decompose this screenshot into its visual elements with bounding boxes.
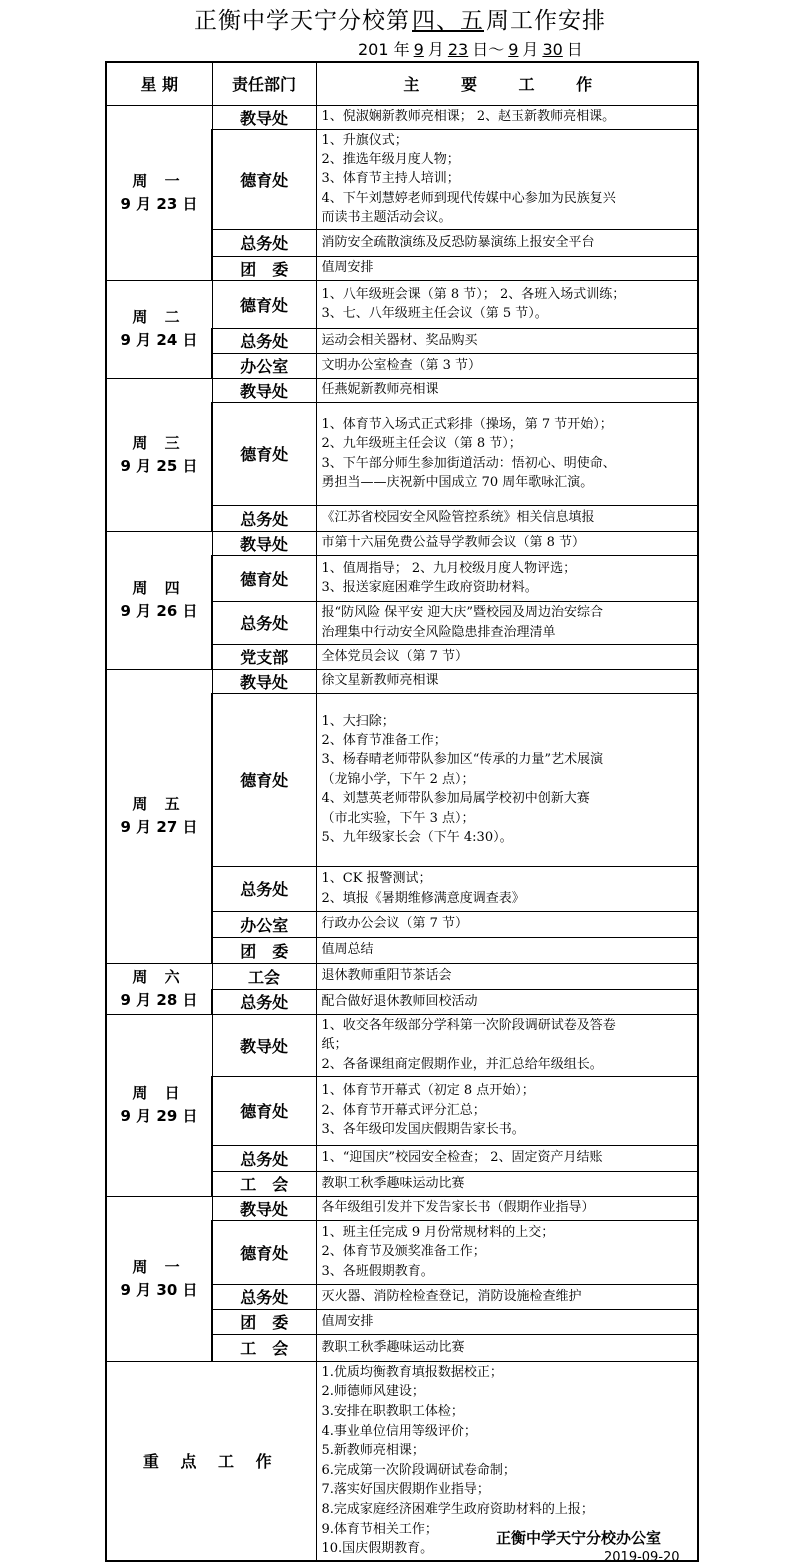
day-cell [106,378,212,531]
schedule-row [106,669,698,693]
work-cell [316,866,698,911]
work-cell [316,1196,698,1220]
header-row [106,62,698,105]
page-title [0,2,800,35]
work-line: 3、各班假期教育。 [321,1263,434,1279]
work-line: 纸； [321,1037,348,1053]
work-cell [316,105,698,129]
schedule-row [106,531,698,555]
key-work-item: 4.事业单位信用等级评价； [321,1423,477,1439]
day-name: 周 一 [132,1257,186,1276]
header-day: 星 期 [106,62,212,105]
date-start-month: 9 [413,40,424,59]
date-year-unit: 年 [393,40,410,59]
dept-cell: 团 委 [212,937,316,963]
work-cell [316,378,698,402]
date-year: 201 [358,40,389,59]
day-cell [106,280,212,378]
dept-cell: 德育处 [212,1076,316,1145]
work-cell [316,1014,698,1076]
day-date: 9 月 25 日 [120,456,198,475]
work-cell [316,1171,698,1196]
work-line: 5、九年级家长会（下午 4:30）。 [321,830,513,846]
dept-cell: 教导处 [212,669,316,693]
day-name: 周 日 [132,1084,186,1103]
key-work-item: 5.新教师亮相课； [321,1443,425,1459]
work-cell [316,1145,698,1171]
work-line: 值周安排 [321,1313,374,1329]
day-cell [106,531,212,669]
work-line: 退休教师重阳节茶话会 [321,968,452,984]
schedule-row [106,1014,698,1076]
work-line: 灭火器、消防栓检查登记，消防设施检查维护 [321,1288,582,1304]
date-end-day: 30 [542,40,563,59]
schedule-row [106,105,698,129]
footer-office: 正衡中学天宁分校办公室 [496,1529,662,1547]
work-line: 2、体育节及颁奖准备工作； [321,1244,486,1260]
work-line: 2、各备课组商定假期作业，并汇总给年级组长。 [321,1056,603,1072]
work-line: 1、班主任完成 9 月份常规材料的上交； [321,1224,555,1240]
work-cell [316,1309,698,1334]
dept-cell: 党支部 [212,644,316,669]
day-name: 周 二 [132,308,186,327]
day-date: 9 月 26 日 [120,602,198,621]
date-month-unit: 月 [427,40,444,59]
dept-cell: 教导处 [212,531,316,555]
work-cell [316,402,698,505]
dept-cell: 办公室 [212,911,316,937]
work-line: 2、填报《暑期维修满意度调查表》 [321,890,525,906]
work-cell [316,963,698,989]
work-cell [316,601,698,644]
work-line: 3、下午部分师生参加街道活动：悟初心、明使命、 [321,455,616,471]
work-line: 1、升旗仪式； [321,132,408,148]
day-cell [106,1014,212,1196]
date-month-unit-2: 月 [522,40,539,59]
work-line: 2、九年级班主任会议（第 8 节）； [321,436,522,452]
day-name: 周 四 [132,579,186,598]
work-cell [316,989,698,1014]
dept-cell: 工 会 [212,1171,316,1196]
work-cell [316,328,698,353]
work-cell [316,1220,698,1284]
date-end-unit: 日 [566,40,583,59]
work-line: 运动会相关器材、奖品购买 [321,332,478,348]
work-line: （市北实验，下午 3 点）； [321,810,475,826]
day-name: 周 五 [132,795,186,814]
dept-cell: 总务处 [212,505,316,531]
schedule-row [106,1196,698,1220]
work-cell [316,229,698,256]
key-work-item: 1.优质均衡教育填报数据校正； [321,1364,503,1380]
work-line: 3、各年级印发国庆假期告家长书。 [321,1122,525,1138]
day-cell [106,105,212,280]
work-line: 4、刘慧英老师带队参加局属学校初中创新大赛 [321,791,590,807]
work-line: 2、体育节开幕式评分汇总； [321,1102,486,1118]
dept-cell: 教导处 [212,1014,316,1076]
work-cell [316,555,698,601]
day-date: 9 月 28 日 [120,990,198,1009]
dept-cell: 教导处 [212,1196,316,1220]
dept-cell: 总务处 [212,229,316,256]
work-line: （龙锦小学，下午 2 点）； [321,771,475,787]
date-end-month: 9 [508,40,519,59]
work-line: 配合做好退休教师回校活动 [321,993,478,1009]
dept-cell: 团 委 [212,1309,316,1334]
work-line: 1、大扫除； [321,713,395,729]
footer-date: 2019-09-20 [604,1550,680,1565]
dept-cell: 德育处 [212,129,316,229]
work-line: 4、下午刘慧婷老师到现代传媒中心参加为民族复兴 [321,190,616,206]
dept-cell: 德育处 [212,280,316,328]
dept-cell: 总务处 [212,1145,316,1171]
header-dept: 责任部门 [212,62,316,105]
work-line: 文明办公室检查（第 3 节） [321,357,482,373]
dept-cell: 总务处 [212,866,316,911]
work-cell [316,644,698,669]
dept-cell: 总务处 [212,1284,316,1309]
work-line: 教职工秋季趣味运动比赛 [321,1339,465,1355]
work-line: 而读书主题活动会议。 [321,210,452,226]
work-line: 1、体育节入场式正式彩排（操场，第 7 节开始）； [321,416,613,432]
work-line: 全体党员会议（第 7 节） [321,648,469,664]
day-name: 周 三 [132,433,186,452]
work-cell [316,937,698,963]
work-line: 2、体育节准备工作； [321,733,447,749]
work-line: 3、报送家庭困难学生政府资助材料。 [321,580,538,596]
schedule-table [105,61,699,1562]
key-work-item: 6.完成第一次阶段调研试卷命制； [321,1462,516,1478]
day-cell [106,669,212,963]
date-range [358,37,583,60]
date-day-sep: 日～ [472,40,505,59]
work-line: 行政办公会议（第 7 节） [321,916,469,932]
schedule-row [106,963,698,989]
work-line: 报“防风险 保平安 迎大庆”暨校园及周边治安综合 [321,605,604,621]
dept-cell: 德育处 [212,402,316,505]
dept-cell: 工会 [212,963,316,989]
dept-cell: 办公室 [212,353,316,378]
day-name: 周 一 [132,171,186,190]
dept-cell: 总务处 [212,328,316,353]
day-cell [106,1196,212,1361]
day-date: 9 月 27 日 [120,818,198,837]
work-cell [316,353,698,378]
day-date: 9 月 24 日 [120,331,198,350]
work-line: 勇担当——庆祝新中国成立 70 周年歌咏汇演。 [321,474,594,490]
work-line: 各年级组引发并下发告家长书（假期作业指导） [321,1200,595,1216]
work-line: 3、七、八年级班主任会议（第 5 节）。 [321,306,548,322]
dept-cell: 团 委 [212,256,316,280]
schedule-row [106,378,698,402]
dept-cell: 总务处 [212,601,316,644]
title-weeks: 四、五 [412,8,484,34]
work-line: 1、值周指导； 2、九月校级月度人物评选； [321,560,577,576]
work-cell [316,669,698,693]
work-line: 1、“迎国庆”校园安全检查； 2、固定资产月结账 [321,1150,603,1166]
key-work-item: 7.落实好国庆假期作业指导； [321,1482,490,1498]
work-cell [316,1076,698,1145]
work-cell [316,911,698,937]
work-line: 1、倪淑娴新教师亮相课； 2、赵玉新教师亮相课。 [321,109,616,125]
work-cell [316,531,698,555]
date-start-day: 23 [447,40,469,59]
work-cell [316,1334,698,1361]
title-prefix: 正衡中学天宁分校第 [194,8,410,34]
dept-cell: 德育处 [212,555,316,601]
dept-cell: 教导处 [212,378,316,402]
work-cell [316,1284,698,1309]
day-date: 9 月 29 日 [120,1107,198,1126]
work-cell [316,693,698,866]
work-line: 3、杨春晴老师带队参加区“传承的力量”艺术展演 [321,752,604,768]
day-name: 周 六 [132,967,186,986]
key-work-label: 重 点 工 作 [106,1361,316,1561]
work-cell [316,256,698,280]
work-cell [316,505,698,531]
work-line: 1、收交各年级部分学科第一次阶段调研试卷及答卷 [321,1017,616,1033]
work-line: 任燕妮新教师亮相课 [321,382,439,398]
work-cell [316,129,698,229]
dept-cell: 教导处 [212,105,316,129]
day-cell [106,963,212,1014]
work-line: 值周总结 [321,942,374,958]
header-work: 主 要 工 作 [316,62,698,105]
work-line: 《江苏省校园安全风险管控系统》相关信息填报 [321,510,595,526]
work-line: 1、八年级班会课（第 8 节）； 2、各班入场式训练； [321,286,626,302]
key-work-item: 9.体育节相关工作； [321,1521,438,1537]
key-work-item: 3.安排在职教职工体检； [321,1404,464,1419]
day-date: 9 月 30 日 [120,1280,198,1299]
dept-cell: 德育处 [212,1220,316,1284]
work-line: 1、体育节开幕式（初定 8 点开始）； [321,1083,535,1099]
work-line: 消防安全疏散演练及反恐防暴演练上报安全平台 [321,234,595,250]
dept-cell: 德育处 [212,693,316,866]
work-line: 治理集中行动安全风险隐患排查治理清单 [321,624,556,640]
work-cell [316,280,698,328]
work-line: 值周安排 [321,260,374,276]
work-line: 1、CK 报警测试； [321,871,432,887]
work-line: 市第十六届免费公益导学教师会议（第 8 节） [321,535,586,551]
key-work-item: 2.师德师风建设； [321,1384,425,1400]
schedule-row [106,280,698,328]
dept-cell: 工 会 [212,1334,316,1361]
key-work-item: 8.完成家庭经济困难学生政府资助材料的上报； [321,1501,594,1517]
work-line: 3、体育节主持人培训； [321,171,460,187]
dept-cell: 总务处 [212,989,316,1014]
work-line: 教职工秋季趣味运动比赛 [321,1175,465,1191]
title-suffix: 周工作安排 [486,8,606,34]
work-line: 2、推选年级月度人物； [321,151,460,167]
work-line: 徐文星新教师亮相课 [321,673,439,689]
key-work-item: 10.国庆假期教育。 [321,1541,434,1557]
day-date: 9 月 23 日 [120,194,198,213]
